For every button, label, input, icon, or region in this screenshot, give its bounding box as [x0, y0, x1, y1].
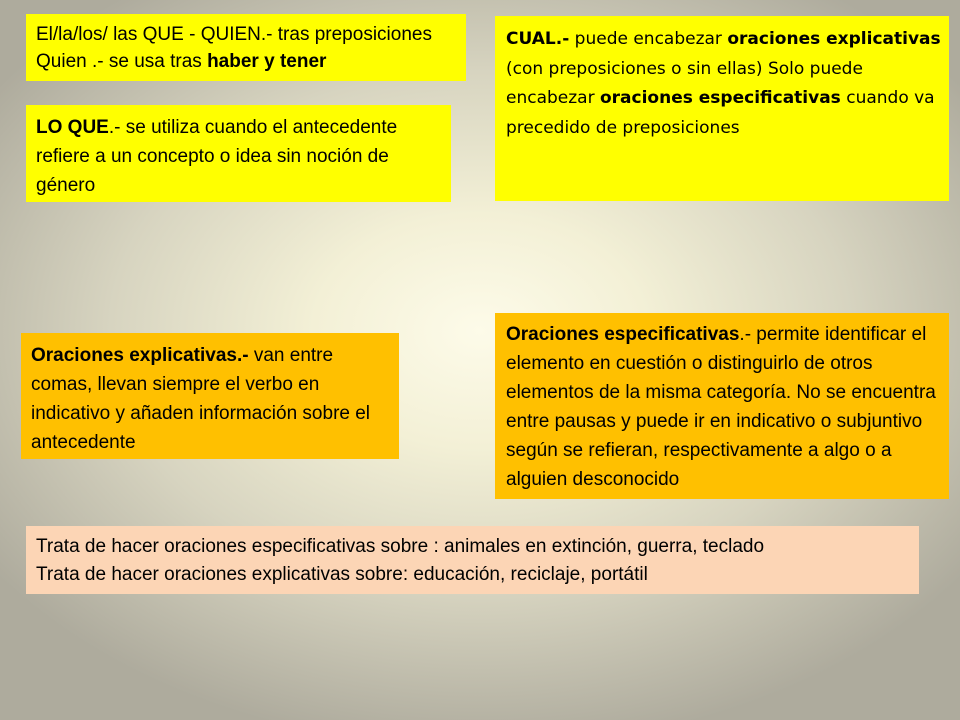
explicativas-paragraph: [31, 341, 399, 457]
exercise-line2: Trata de hacer oraciones explicativas sobre: educación, reciclaje, portátil: [36, 564, 648, 585]
cual-bold-especificativas: oraciones especificativas: [599, 88, 841, 108]
cual-bold-explicativas: oraciones explicativas: [727, 29, 941, 49]
cual-box: [495, 16, 949, 201]
lo-que-text: .- se utiliza cuando el antecedente refiere a un concepto o idea sin noción de género: [36, 117, 398, 196]
lo-que-paragraph: [36, 113, 451, 200]
lo-que-box: [26, 105, 451, 202]
que-quien-box: [26, 14, 466, 81]
especificativas-text: .- permite identificar el elemento en cuestión o distinguirlo de otros elementos de la misma categoría. No se encuentra entre pausas y puede ir en indicativo o subjuntivo según se refieran, respectivamente a algo o a alguien desconocido: [506, 324, 936, 490]
explicativas-box: [21, 333, 399, 459]
exercise-box: [26, 526, 919, 594]
cual-text-3: cuando va precedido de preposiciones: [506, 88, 935, 138]
explicativas-term: Oraciones explicativas.-: [31, 345, 249, 366]
lo-que-term: LO QUE: [36, 117, 109, 138]
haber-tener-bold: haber y tener: [207, 51, 327, 72]
cual-text-2: (con preposiciones o sin ellas) Solo puede encabezar: [506, 58, 863, 108]
especificativas-paragraph: [506, 320, 949, 494]
cual-paragraph: [506, 25, 949, 143]
que-quien-line2: [36, 48, 466, 75]
quien-usage-text: Quien .- se usa tras: [36, 51, 208, 72]
especificativas-term: Oraciones especificativas: [506, 324, 740, 345]
cual-text-1: puede encabezar: [569, 29, 728, 49]
exercise-line1: Trata de hacer oraciones especificativas sobre : animales en extinción, guerra, teclado: [36, 536, 765, 557]
que-quien-line1: El/la/los/ las QUE - QUIEN.- tras preposiciones: [36, 24, 432, 45]
explicativas-text: van entre comas, llevan siempre el verbo en indicativo y añaden información sobre el antecedente: [31, 345, 371, 453]
cual-term: CUAL.-: [506, 29, 570, 49]
especificativas-box: [495, 313, 949, 499]
